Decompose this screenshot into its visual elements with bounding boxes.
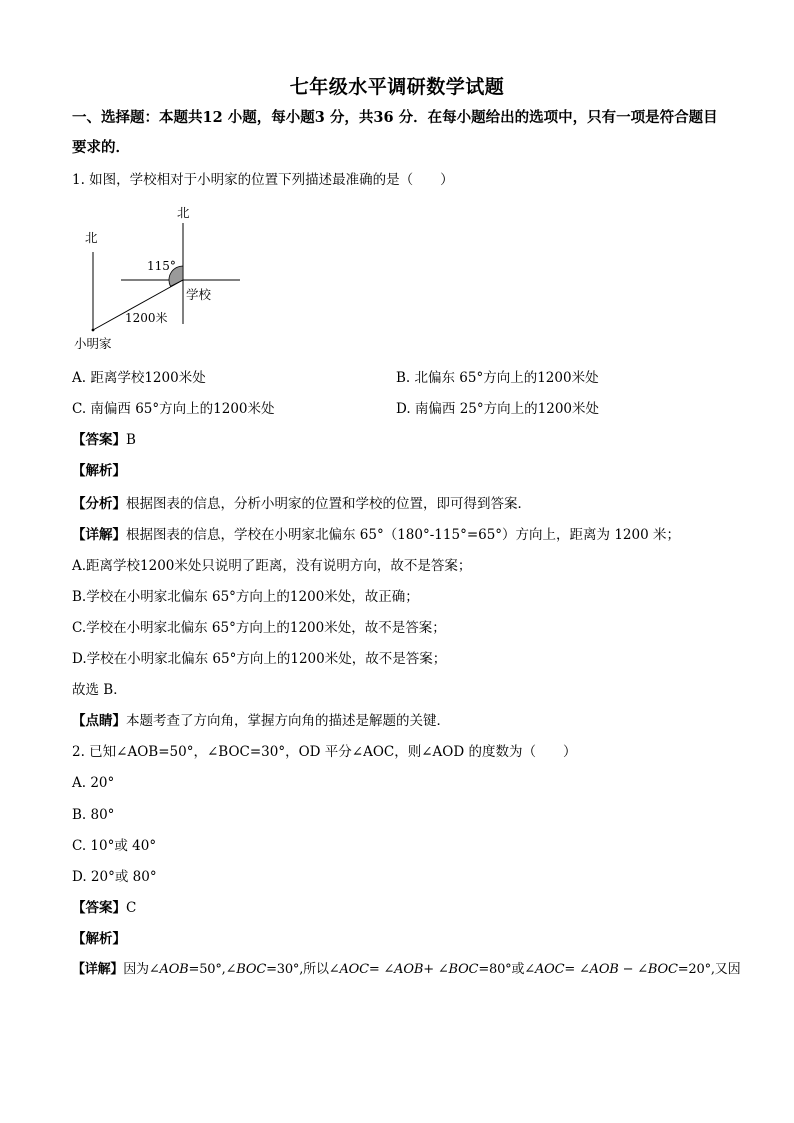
q2-option-a: A. 20° bbox=[72, 775, 115, 791]
fenxi-text: 根据图表的信息，分析小明家的位置和学校的位置，即可得到答案． bbox=[126, 496, 531, 512]
school-label: 学校 bbox=[186, 287, 212, 302]
q2-stem: 2. 已知∠AOB=50°，∠BOC=30°，OD 平分∠AOC，则∠AOD 的度数为（ ） bbox=[72, 744, 577, 760]
page-title: 七年级水平调研数学试题 bbox=[289, 76, 505, 98]
xiangjie-tag: 【详解】 bbox=[72, 527, 126, 543]
q1-xiangjie bbox=[72, 525, 680, 545]
q1-explain-a: A.距离学校1200米处只说明了距离，没有说明方向，故不是答案； bbox=[72, 558, 472, 574]
answer-value: B bbox=[126, 432, 136, 448]
xiangjie-tag: 【详解】 bbox=[72, 962, 124, 977]
q2-analysis-tag: 【解析】 bbox=[72, 931, 126, 947]
q1-explain-b: B.学校在小明家北偏东 65°方向上的1200米处，故正确； bbox=[72, 589, 419, 605]
q1-answer bbox=[72, 430, 136, 450]
home-point bbox=[92, 329, 95, 332]
angle-label: 115° bbox=[147, 259, 176, 273]
q1-explain-c: C.学校在小明家北偏东 65°方向上的1200米处，故不是答案； bbox=[72, 620, 446, 636]
answer-tag: 【答案】 bbox=[72, 432, 126, 448]
q2-option-d: D. 20°或 80° bbox=[72, 869, 157, 885]
q1-stem: 1. 如图，学校相对于小明家的位置下列描述最准确的是（ ） bbox=[72, 172, 454, 188]
q2-option-c: C. 10°或 40° bbox=[72, 838, 157, 854]
answer-tag: 【答案】 bbox=[72, 900, 126, 916]
q1-option-c: C. 南偏西 65°方向上的1200米处 bbox=[72, 401, 275, 417]
distance-label: 1200米 bbox=[125, 311, 168, 325]
q1-dianjing bbox=[72, 711, 450, 731]
q1-option-d: D. 南偏西 25°方向上的1200米处 bbox=[396, 401, 600, 417]
q1-option-a: A. 距离学校1200米处 bbox=[72, 370, 206, 386]
dianjing-text: 本题考查了方向角，掌握方向角的描述是解题的关键． bbox=[126, 713, 450, 729]
q1-explain-d: D.学校在小明家北偏东 65°方向上的1200米处，故不是答案； bbox=[72, 651, 447, 667]
q2-answer bbox=[72, 898, 136, 918]
north-label-left: 北 bbox=[85, 230, 98, 245]
fenxi-tag: 【分析】 bbox=[72, 496, 126, 512]
q1-choose: 故选 B． bbox=[72, 682, 127, 698]
xiangjie-text: 根据图表的信息，学校在小明家北偏东 65°（180°-115°=65°）方向上，距离为 1200 米； bbox=[126, 527, 680, 543]
q2-xiangjie: 【详解】因为∠AOB=50°,∠BOC=30°,所以∠AOC= ∠AOB+ ∠BOC=80°或∠AOC= ∠AOB − ∠BOC=20°,又因 bbox=[72, 962, 741, 977]
home-label: 小明家 bbox=[74, 336, 112, 351]
q1-fenxi bbox=[72, 494, 531, 514]
q1-option-b: B. 北偏东 65°方向上的1200米处 bbox=[396, 370, 599, 386]
q1-analysis-tag: 【解析】 bbox=[72, 463, 126, 479]
q2-option-b: B. 80° bbox=[72, 807, 115, 823]
dianjing-tag: 【点睛】 bbox=[72, 713, 126, 729]
answer-value: C bbox=[126, 900, 137, 916]
q1-direction-diagram bbox=[68, 200, 258, 360]
north-label-right: 北 bbox=[177, 205, 190, 220]
section-heading: 一、选择题：本题共12 小题，每小题3 分，共36 分．在每小题给出的选项中，只有一项是符合题目要求的． bbox=[72, 109, 718, 156]
